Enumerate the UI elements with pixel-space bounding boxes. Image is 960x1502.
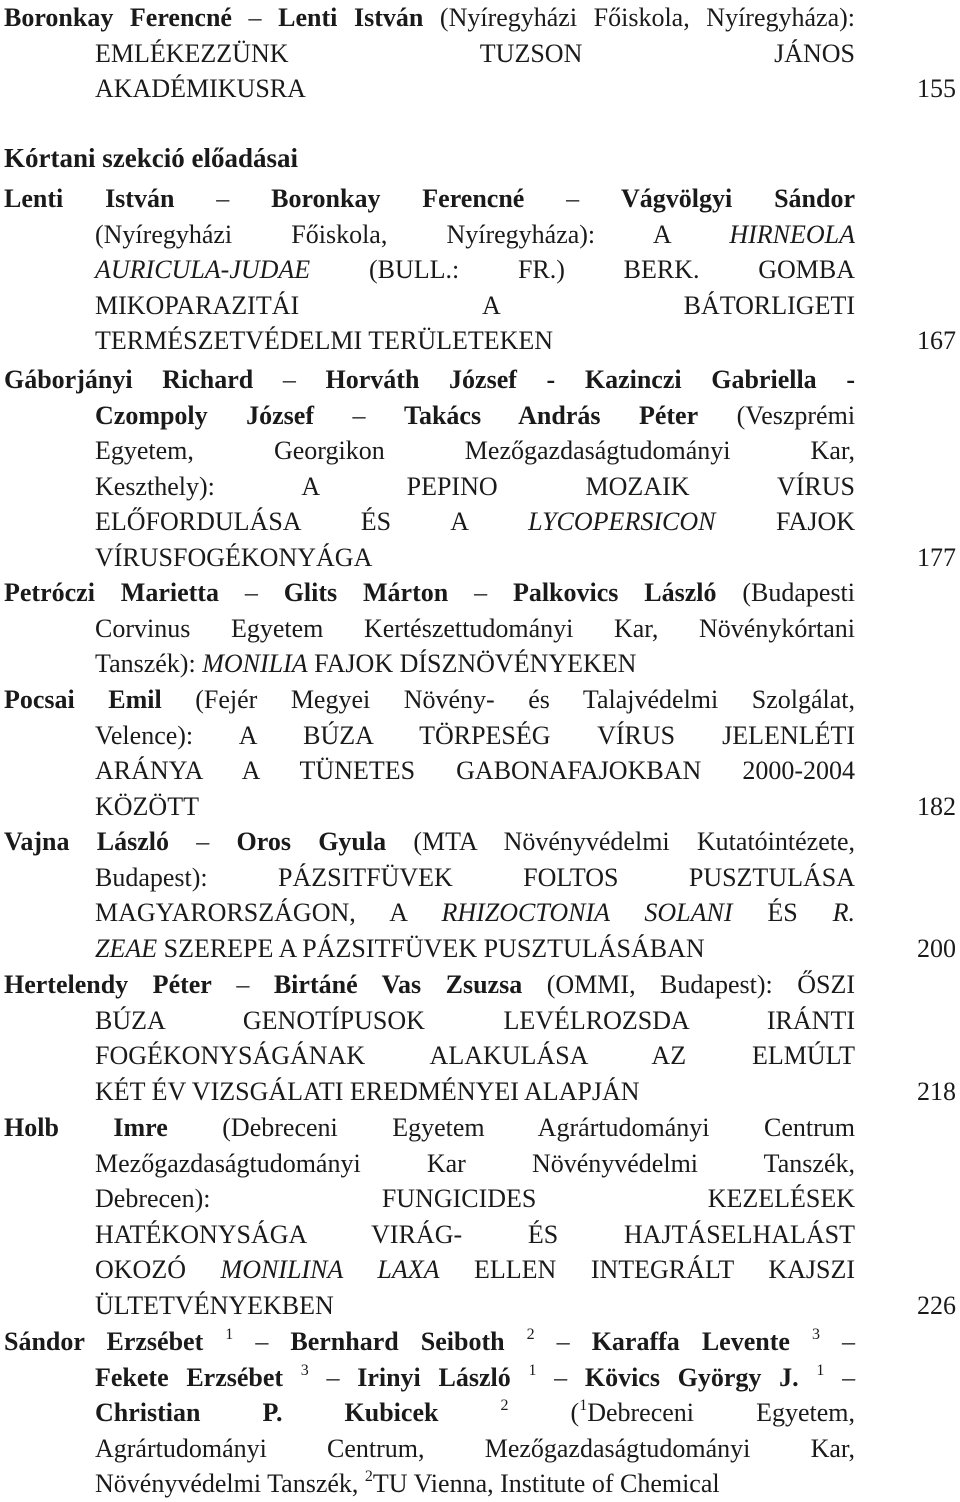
author-name: Oros Gyula	[236, 827, 387, 856]
affiliation-number: 1	[816, 1361, 825, 1379]
paper-title: ELŐFORDULÁSA ÉS A	[95, 507, 468, 536]
page-number: 200	[917, 933, 956, 963]
author-name: Bernhard Seiboth	[290, 1327, 505, 1356]
paper-title: A BÚZA TÖRPESÉG VÍRUS JELENLÉTI	[238, 720, 855, 750]
author-name: Irinyi László	[357, 1362, 511, 1392]
affiliation: (Veszprémi	[736, 400, 856, 430]
author-name: Kövics György J.	[584, 1362, 799, 1392]
author-name: Boronkay Ferencné	[271, 184, 525, 213]
affiliation: Velence):	[95, 720, 194, 750]
toc-entry: Hertelendy Péter – Birtáné Vas Zsuzsa (OMMI, Budapest): ŐSZI BÚZA GENOTÍPUSOK LEVÉLROZSDA IRÁNTI FOGÉKONYSÁGÁNAK ALAKULÁSA AZ ELMÚLT KÉT ÉV VIZSGÁLATI EREDMÉNYEI ALAPJÁN 218	[4, 967, 956, 1109]
page-number: 177	[917, 542, 956, 572]
affiliation: Mezőgazdaságtudományi Kar Növényvédelmi Tanszék,	[95, 1148, 855, 1178]
affiliation: (Budapesti	[742, 578, 856, 607]
affiliation: Corvinus Egyetem Kertészettudományi Kar, Növénykórtani	[95, 613, 855, 643]
paper-title: TERMÉSZETVÉDELMI TERÜLETEKEN	[95, 326, 554, 355]
paper-title: ŐSZI	[797, 970, 855, 999]
affiliation: (Fejér Megyei Növény- és Talajvédelmi Szolgálat,	[195, 685, 856, 714]
author-name: Lenti István	[278, 3, 424, 32]
affiliation: (Debreceni Egyetem Agrártudományi Centrum	[222, 1113, 855, 1142]
author-name: Vajna László	[4, 827, 169, 856]
paper-title: AKADÉMIKUSRA	[95, 74, 306, 103]
author-name: Pocsai Emil	[4, 685, 162, 714]
author-name: Palkovics László	[512, 578, 717, 607]
paper-title: KÉT ÉV VIZSGÁLATI EREDMÉNYEI ALAPJÁN	[95, 1076, 640, 1106]
author-name: Karaffa Levente	[591, 1327, 790, 1356]
toc-entry: Gáborjányi Richard – Horváth József - Kazinczi Gabriella - Czompoly József – Takács András Péter (Veszprémi Egyetem, Georgikon Mezőgazdaságtudományi Kar, Keszthely): A PEPINO MOZAIK VÍRUS ELŐFORDULÁSA ÉS A LYCOPERSICON FAJOK VÍRUSFOGÉKONYÁGA 177	[4, 362, 956, 575]
affiliation: (Nyíregyházi Főiskola, Nyíregyháza):	[439, 3, 856, 32]
paper-title: ÜLTETVÉNYEKBEN	[95, 1290, 334, 1320]
author-name: Gáborjányi Richard	[4, 365, 254, 394]
affiliation: Tanszék):	[95, 649, 196, 678]
paper-title: KÖZÖTT	[95, 791, 199, 821]
paper-title: MIKOPARAZITÁI A BÁTORLIGETI	[95, 290, 855, 320]
author-name: Vágvölgyi Sándor	[621, 184, 856, 213]
author-name: Czompoly József	[95, 400, 315, 430]
paper-title-italic: AURICULA-JUDAE	[95, 255, 311, 284]
author-name: Horváth József - Kazinczi Gabriella -	[325, 365, 855, 394]
paper-title-italic: ZEAE	[95, 933, 158, 963]
affiliation: Budapest):	[95, 862, 208, 892]
toc-entry: Vajna László – Oros Gyula (MTA Növényvédelmi Kutatóintézete, Budapest): PÁZSITFÜVEK FOLTOS PUSZTULÁSA MAGYARORSZÁGON, A RHIZOCTONIA SOLANI ÉS R. ZEAE SZEREPE A PÁZSITFÜVEK PUSZTULÁSÁBAN 200	[4, 824, 956, 966]
paper-title: (BULL.: FR.) BERK. GOMBA	[368, 255, 856, 284]
page-number: 218	[917, 1076, 956, 1106]
paper-title: SZEREPE A PÁZSITFÜVEK PUSZTULÁSÁBAN	[163, 933, 705, 963]
author-name: Lenti István	[4, 184, 175, 213]
paper-title: FUNGICIDES KEZELÉSEK	[381, 1184, 856, 1213]
toc-entry	[4, 682, 956, 824]
paper-title: A PEPINO MOZAIK VÍRUS	[301, 471, 855, 501]
author-name: Birtáné Vas Zsuzsa	[273, 970, 523, 999]
author-name: Hertelendy Péter	[4, 970, 212, 999]
toc-entry: Lenti István – Boronkay Ferencné – Vágvölgyi Sándor (Nyíregyházi Főiskola, Nyíregyháza): A HIRNEOLA AURICULA-JUDAE (BULL.: FR.) BERK. GOMBA MIKOPARAZITÁI A BÁTORLIGETI TERMÉSZETVÉDELMI TERÜLETEKEN 167	[4, 181, 956, 359]
author-name: Glits Márton	[283, 578, 449, 607]
author-name: Holb Imre	[4, 1113, 168, 1142]
paper-title: HATÉKONYSÁGA VIRÁG- ÉS HAJTÁSELHALÁST	[95, 1219, 855, 1249]
paper-title-italic: MONILINA LAXA	[220, 1255, 440, 1284]
paper-title: FAJOK DÍSZNÖVÉNYEKEN	[314, 649, 637, 678]
affiliation: (Nyíregyházi Főiskola, Nyíregyháza):	[95, 219, 596, 249]
affiliation-number: 1	[528, 1361, 537, 1379]
paper-title: ÉS	[767, 898, 798, 927]
paper-title-italic: LYCOPERSICON	[528, 507, 716, 536]
affiliation-number: 3	[811, 1326, 820, 1343]
author-name: Christian P. Kubicek	[95, 1398, 439, 1427]
page-number: 182	[917, 791, 956, 821]
paper-title: FOGÉKONYSÁGÁNAK ALAKULÁSA AZ ELMÚLT	[95, 1041, 855, 1070]
author-name: Sándor Erzsébet	[4, 1327, 204, 1356]
affiliation: Debreceni Egyetem,	[587, 1398, 855, 1427]
toc-entry: Petróczi Marietta – Glits Márton – Palkovics László (Budapesti Corvinus Egyetem Kertészettudományi Kar, Növénykórtani Tanszék): MONILIA FAJOK DÍSZNÖVÉNYEKEN	[4, 578, 856, 678]
paper-title-italic: R.	[832, 898, 856, 927]
affiliation: Agrártudományi Centrum, Mezőgazdaságtudományi Kar,	[95, 1433, 855, 1463]
paper-title: FAJOK	[776, 507, 856, 536]
author-name: Boronkay Ferencné	[4, 3, 232, 32]
affiliation: (OMMI, Budapest):	[546, 970, 773, 999]
page-number: 226	[917, 1290, 956, 1320]
paper-title: A	[652, 219, 671, 249]
paper-title-italic: MONILIA	[202, 649, 308, 678]
paper-title: MAGYARORSZÁGON, A	[95, 898, 407, 927]
affiliation-number: 2	[364, 1468, 373, 1485]
affiliation-number: 3	[300, 1361, 309, 1379]
author-name: Takács András Péter	[404, 400, 699, 430]
paper-title: OKOZÓ	[95, 1255, 186, 1284]
toc-entry	[4, 1110, 956, 1323]
affiliation-number: 2	[526, 1326, 535, 1343]
paper-title: PÁZSITFÜVEK FOLTOS PUSZTULÁSA	[278, 862, 855, 892]
paper-title: EMLÉKEZZÜNK TUZSON JÁNOS	[95, 38, 855, 68]
author-name: Fekete Erzsébet	[95, 1362, 284, 1392]
page-number: 155	[917, 74, 956, 103]
affiliation-number: 2	[500, 1397, 509, 1414]
toc-entry: Sándor Erzsébet $^1$ – Bernhard Seiboth $^2$ – Karaffa Levente $^3$ – Fekete Erzsébet $^3$ – Irinyi László $^1$ – Kövics György J. $^1$ – Christian P. Kubicek $^2$ ($^1$Debreceni Egyetem, Agrártudományi Centrum, Mezőgazdaságtudományi Kar, Növényvédelmi Tanszék, $^2$TU Vienna, Institute of Chemical	[4, 1326, 856, 1498]
author-name: Petróczi Marietta	[4, 578, 219, 607]
section-heading: Kórtani szekció előadásai	[4, 143, 298, 173]
paper-title: ARÁNYA A TÜNETES GABONAFAJOKBAN 2000-2004	[95, 756, 855, 785]
affiliation: TU Vienna, Institute of Chemical	[372, 1469, 720, 1498]
page-number: 167	[917, 326, 956, 355]
affiliation: (MTA Növényvédelmi Kutatóintézete,	[413, 827, 855, 856]
affiliation: Növényvédelmi Tanszék,	[95, 1469, 359, 1498]
affiliation-number: 1	[579, 1397, 588, 1414]
affiliation-number: 1	[225, 1326, 234, 1343]
affiliation: Keszthely):	[95, 471, 215, 501]
paper-title-italic: RHIZOCTONIA SOLANI	[441, 898, 733, 927]
paper-title: ELLEN INTEGRÁLT KAJSZI	[474, 1255, 856, 1284]
affiliation: Debrecen):	[95, 1184, 211, 1213]
paper-title: VÍRUSFOGÉKONYÁGA	[95, 542, 373, 572]
paper-title-italic: HIRNEOLA	[729, 219, 855, 249]
toc-entry: Boronkay Ferencné – Lenti István (Nyíregyházi Főiskola, Nyíregyháza): EMLÉKEZZÜNK TUZSON JÁNOS AKADÉMIKUSRA 155	[4, 0, 956, 107]
paper-title: BÚZA GENOTÍPUSOK LEVÉLROZSDA IRÁNTI	[95, 1005, 855, 1035]
affiliation: Egyetem, Georgikon Mezőgazdaságtudományi Kar,	[95, 436, 855, 465]
